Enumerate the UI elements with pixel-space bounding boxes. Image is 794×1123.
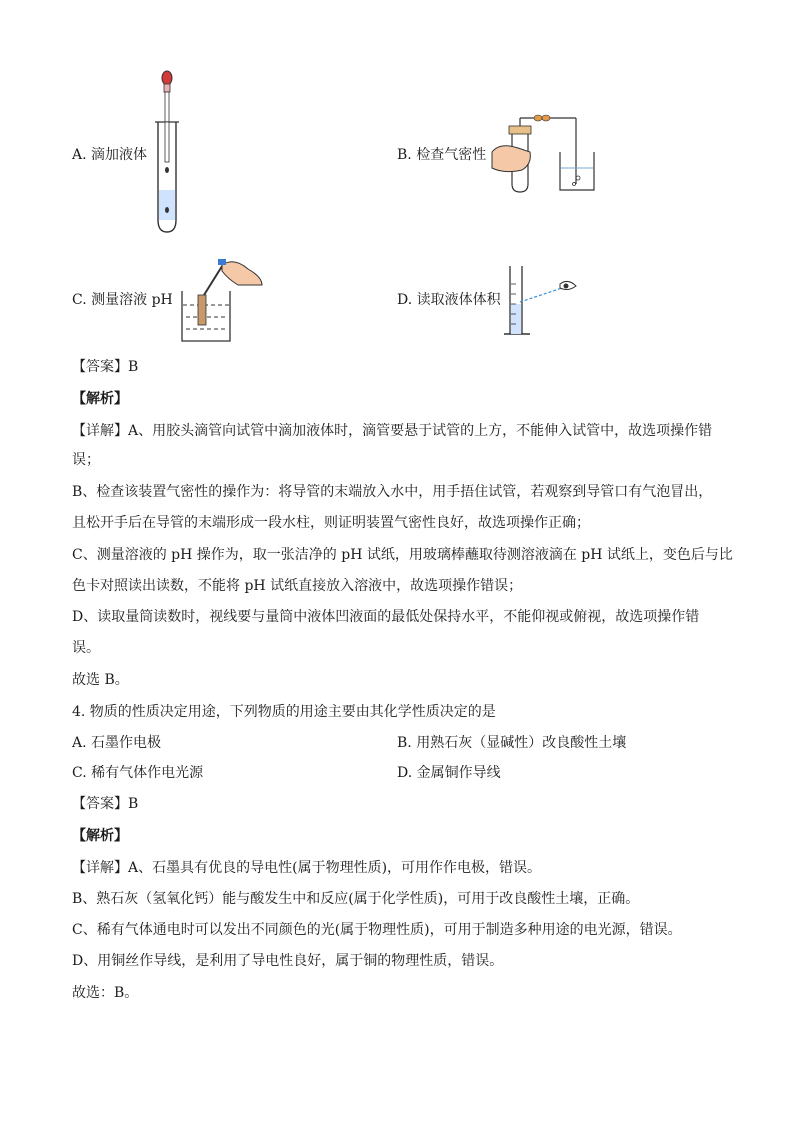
q3-answer: 【答案】B (72, 359, 139, 375)
option-b-label: B. 检查气密性 (397, 147, 487, 163)
q3-conclusion: 故选 B。 (72, 672, 129, 688)
q4-detail-line: C、稀有气体通电时可以发出不同颜色的光(属于物理性质)，可用于制造多种用途的电光源，错误。 (72, 922, 682, 938)
q4-detail-line: 【详解】A、石墨具有优良的导电性(属于物理性质)，可用作作电极，错误。 (72, 860, 542, 876)
q4-conclusion: 故选：B。 (72, 985, 139, 1001)
q3-detail-line: 色卡对照读出读数，不能将 pH 试纸直接放入溶液中，故选项操作错误； (72, 578, 523, 594)
option-a-label: A. 滴加液体 (72, 147, 148, 163)
q4-option-c: C. 稀有气体作电光源 (72, 765, 204, 781)
q3-analysis-heading: 【解析】 (72, 391, 128, 407)
option-d-label: D. 读取液体体积 (397, 292, 501, 308)
dropper-test-tube-figure (150, 70, 190, 240)
q4-option-a: A. 石墨作电极 (72, 735, 162, 751)
q4-option-b: B. 用熟石灰（显碱性）改良酸性土壤 (397, 735, 627, 751)
q4-question: 4. 物质的性质决定用途，下列物质的用途主要由其化学性质决定的是 (72, 704, 496, 720)
q3-detail-line: B、检查该装置气密性的操作为：将导管的末端放入水中，用手捂住试管，若观察到导管口有气泡冒出， (72, 484, 713, 500)
q3-detail-line: 【详解】A、用胶头滴管向试管中滴加液体时，滴管要悬于试管的上方，不能伸入试管中，故选项操作错 (72, 423, 713, 439)
q3-detail-line: 误； (72, 452, 100, 468)
q4-answer: 【答案】B (72, 796, 139, 812)
q4-analysis-heading: 【解析】 (72, 828, 128, 844)
q4-detail-line: B、熟石灰（氢氧化钙）能与酸发生中和反应(属于化学性质)，可用于改良酸性土壤，正确。 (72, 891, 640, 907)
q4-detail-line: D、用铜丝作导线，是利用了导电性良好，属于铜的物理性质，错误。 (72, 953, 504, 969)
cylinder-reading-figure (502, 264, 582, 340)
q3-detail-line: 误。 (72, 640, 100, 656)
ph-measure-figure (178, 255, 268, 345)
q3-detail-line: C、测量溶液的 pH 操作为，取一张洁净的 pH 试纸，用玻璃棒蘸取待测溶液滴在 pH 试纸上，变色后与比 (72, 547, 733, 563)
q3-detail-line: D、读取量筒读数时，视线要与量筒中液体凹液面的最低处保持水平，不能仰视或俯视，故选项操作错 (72, 609, 700, 625)
airtightness-check-figure (490, 112, 600, 194)
q3-detail-line: 且松开手后在导管的末端形成一段水柱，则证明装置气密性良好，故选项操作正确； (72, 515, 590, 531)
option-c-label: C. 测量溶液 pH (72, 292, 173, 308)
q4-option-d: D. 金属铜作导线 (397, 765, 501, 781)
